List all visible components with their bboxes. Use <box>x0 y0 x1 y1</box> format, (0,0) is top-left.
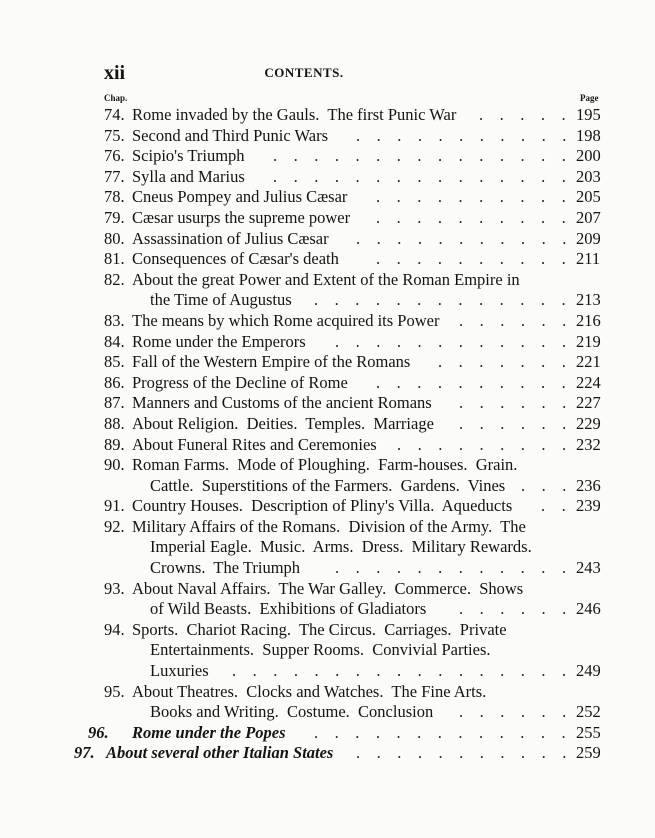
chapter-title: About Naval Affairs. The War Galley. Commerce. Shows <box>132 578 524 598</box>
toc-entry-line <box>0 476 655 497</box>
chapter-number: 90. <box>104 455 125 475</box>
chapter-number: 97. <box>74 743 95 763</box>
dot-leader: . . . . . . . . . . <box>376 372 566 392</box>
toc-entry <box>0 311 655 332</box>
page-ref: 207 <box>576 207 601 227</box>
page-title: CONTENTS. <box>264 65 344 80</box>
page-ref: 255 <box>576 722 601 742</box>
toc-entry-line <box>0 290 655 311</box>
toc-entry-line <box>0 270 655 291</box>
toc-entry <box>0 208 655 229</box>
toc-entry-line <box>0 537 655 558</box>
chapter-title: About Theatres. Clocks and Watches. The Fine Arts. <box>132 681 487 701</box>
dot-leader: . . . . . . . . . . . <box>356 125 567 145</box>
toc-entry <box>0 620 655 682</box>
dot-leader: . . . . . . <box>459 702 567 722</box>
toc-entry-line <box>0 249 655 270</box>
page-ref: 221 <box>576 352 601 372</box>
toc-entry <box>0 743 655 764</box>
dot-leader: . . . . . . . . . . . . . . . . . <box>232 661 567 681</box>
toc-entry-line <box>0 352 655 373</box>
toc-entry-line <box>0 620 655 641</box>
chapter-title: Crowns. The Triumph <box>150 558 301 578</box>
chapter-number: 78. <box>104 187 125 207</box>
dot-leader: . . . . . . . . . . <box>376 207 566 227</box>
page-ref: 224 <box>576 372 601 392</box>
toc-entry <box>0 229 655 250</box>
toc-entry <box>0 249 655 270</box>
chapter-title: Entertainments. Supper Rooms. Convivial Parties. <box>150 640 491 660</box>
chapter-number: 75. <box>104 125 125 145</box>
toc-entry-line <box>0 393 655 414</box>
page-ref: 209 <box>576 228 601 248</box>
chapter-title: Rome under the Emperors <box>132 331 306 351</box>
chapter-title: About several other Italian States <box>106 743 334 763</box>
toc-entry <box>0 496 655 517</box>
chapter-number: 83. <box>104 310 125 330</box>
toc-entry-line <box>0 414 655 435</box>
dot-leader: . . <box>541 496 566 516</box>
chapter-number: 76. <box>104 146 125 166</box>
chapter-title: Sylla and Marius <box>132 166 245 186</box>
toc-entry-line <box>0 311 655 332</box>
dot-leader: . . . . . . . . . . . . . . . <box>273 166 566 186</box>
chapter-title: of Wild Beasts. Exhibitions of Gladiators <box>150 599 427 619</box>
chapter-number: 93. <box>104 578 125 598</box>
page-header <box>104 62 574 84</box>
chapter-title: About Funeral Rites and Ceremonies <box>132 434 377 454</box>
page-ref: 252 <box>576 702 601 722</box>
toc-entry-line <box>0 723 655 744</box>
dot-leader: . . . . . . . . . . <box>376 249 566 269</box>
page-ref: 227 <box>576 393 601 413</box>
page-number: xii <box>104 62 126 84</box>
dot-leader: . . . . . . . . . . . . <box>335 331 566 351</box>
chapter-number: 77. <box>104 166 125 186</box>
toc-entry-line <box>0 599 655 620</box>
toc-entry-line <box>0 373 655 394</box>
toc-entry <box>0 723 655 744</box>
page-ref: 211 <box>576 249 601 269</box>
toc-entry-line <box>0 640 655 661</box>
chapter-title: About the great Power and Extent of the Roman Empire in <box>132 269 520 289</box>
dot-leader: . . . . . . <box>459 413 567 433</box>
toc-entry <box>0 332 655 353</box>
chapter-number: 92. <box>104 516 125 536</box>
chapter-title: About Religion. Deities. Temples. Marriage <box>132 413 434 433</box>
chapter-number: 96. <box>88 722 109 742</box>
page-ref: 198 <box>576 125 601 145</box>
toc-entry <box>0 682 655 723</box>
toc-entry-line <box>0 208 655 229</box>
chapter-title: Scipio's Triumph <box>132 146 245 166</box>
chapter-title: Second and Third Punic Wars <box>132 125 329 145</box>
dot-leader: . . . . . <box>479 105 566 124</box>
chapter-title: Country Houses. Description of Pliny's Villa. Aqueducts <box>132 496 513 516</box>
chapter-title: Manners and Customs of the ancient Romans <box>132 393 432 413</box>
toc-entry-line <box>0 496 655 517</box>
toc-entry-line <box>0 126 655 147</box>
chapter-number: 79. <box>104 207 125 227</box>
toc-entry-line <box>0 435 655 456</box>
toc-entry <box>0 126 655 147</box>
chapter-title: Sports. Chariot Racing. The Circus. Carriages. Private <box>132 619 507 639</box>
chapter-column-header: Chap. <box>104 93 128 103</box>
chapter-number: 85. <box>104 352 125 372</box>
dot-leader: . . . . . . . . . . . . . <box>314 290 566 310</box>
toc-entry-line <box>0 167 655 188</box>
dot-leader: . . . . . . . . . . . <box>356 743 567 763</box>
page-ref: 243 <box>576 558 601 578</box>
dot-leader: . . . . . . . . . . . . . <box>314 722 566 742</box>
chapter-number: 74. <box>104 105 125 124</box>
toc-entry <box>0 393 655 414</box>
toc-entry <box>0 167 655 188</box>
chapter-number: 87. <box>104 393 125 413</box>
toc-entry-line <box>0 702 655 723</box>
dot-leader: . . . . . . . . . <box>397 434 567 454</box>
chapter-number: 91. <box>104 496 125 516</box>
page-ref: 195 <box>576 105 601 124</box>
chapter-title: Assassination of Julius Cæsar <box>132 228 329 248</box>
toc-entry <box>0 373 655 394</box>
page-ref: 216 <box>576 310 601 330</box>
chapter-title: Military Affairs of the Romans. Division of the Army. The <box>132 516 526 536</box>
page-ref: 213 <box>576 290 601 310</box>
chapter-number: 89. <box>104 434 125 454</box>
page-ref: 200 <box>576 146 601 166</box>
toc-entry-line <box>0 579 655 600</box>
page-ref: 246 <box>576 599 601 619</box>
page-ref: 259 <box>576 743 601 763</box>
toc-entry <box>0 414 655 435</box>
dot-leader: . . . . . . . . . . <box>376 187 566 207</box>
toc-entry <box>0 105 655 126</box>
toc-entry <box>0 146 655 167</box>
chapter-title: the Time of Augustus <box>150 290 292 310</box>
chapter-title: Luxuries <box>150 661 209 681</box>
chapter-title: Cattle. Superstitions of the Farmers. Gardens. Vines <box>150 475 506 495</box>
chapter-number: 84. <box>104 331 125 351</box>
chapter-number: 82. <box>104 269 125 289</box>
page-ref: 232 <box>576 434 601 454</box>
toc-entry <box>0 270 655 311</box>
chapter-number: 80. <box>104 228 125 248</box>
toc-entry-line <box>0 332 655 353</box>
chapter-title: Roman Farms. Mode of Ploughing. Farm-houses. Grain. <box>132 455 518 475</box>
page-ref: 219 <box>576 331 601 351</box>
toc-entry-line <box>0 105 655 126</box>
chapter-title: Rome invaded by the Gauls. The first Punic War <box>132 105 457 124</box>
chapter-title: Imperial Eagle. Music. Arms. Dress. Military Rewards. <box>150 537 532 557</box>
chapter-number: 95. <box>104 681 125 701</box>
chapter-title: Consequences of Cæsar's death <box>132 249 339 269</box>
dot-leader: . . . . . . . . . . . . <box>335 558 566 578</box>
toc-entry <box>0 579 655 620</box>
toc-entry-line <box>0 682 655 703</box>
chapter-number: 81. <box>104 249 125 269</box>
toc-entry-line <box>0 558 655 579</box>
chapter-title: Progress of the Decline of Rome <box>132 372 348 392</box>
dot-leader: . . . . . . <box>459 393 567 413</box>
chapter-title: Books and Writing. Costume. Conclusion <box>150 702 434 722</box>
page-column-header: Page <box>580 93 599 103</box>
page-ref: 203 <box>576 166 601 186</box>
dot-leader: . . . . . . <box>459 310 567 330</box>
page-ref: 229 <box>576 413 601 433</box>
toc-entry-line <box>0 146 655 167</box>
chapter-title: Fall of the Western Empire of the Romans <box>132 352 411 372</box>
dot-leader: . . . . . . . . . . . <box>356 228 567 248</box>
toc-entry <box>0 435 655 456</box>
toc-entry <box>0 352 655 373</box>
toc-entry <box>0 187 655 208</box>
dot-leader: . . . . . . <box>459 599 567 619</box>
page-ref: 239 <box>576 496 601 516</box>
table-of-contents <box>0 105 655 764</box>
toc-entry <box>0 455 655 496</box>
dot-leader: . . . . . . . . . . . . . . . <box>273 146 566 166</box>
page-ref: 236 <box>576 475 601 495</box>
toc-entry-line <box>0 229 655 250</box>
toc-entry-line <box>0 187 655 208</box>
chapter-number: 86. <box>104 372 125 392</box>
chapter-title: The means by which Rome acquired its Power <box>132 310 440 330</box>
chapter-title: Rome under the Popes <box>132 722 286 742</box>
dot-leader: . . . <box>521 475 567 495</box>
chapter-number: 94. <box>104 619 125 639</box>
chapter-number: 88. <box>104 413 125 433</box>
dot-leader: . . . . . . . <box>438 352 566 372</box>
toc-entry-line <box>0 743 655 764</box>
toc-entry-line <box>0 455 655 476</box>
toc-entry-line <box>0 517 655 538</box>
chapter-title: Cæsar usurps the supreme power <box>132 207 351 227</box>
chapter-title: Cneus Pompey and Julius Cæsar <box>132 187 348 207</box>
page-ref: 249 <box>576 661 601 681</box>
toc-entry-line <box>0 661 655 682</box>
toc-entry <box>0 517 655 579</box>
page-ref: 205 <box>576 187 601 207</box>
